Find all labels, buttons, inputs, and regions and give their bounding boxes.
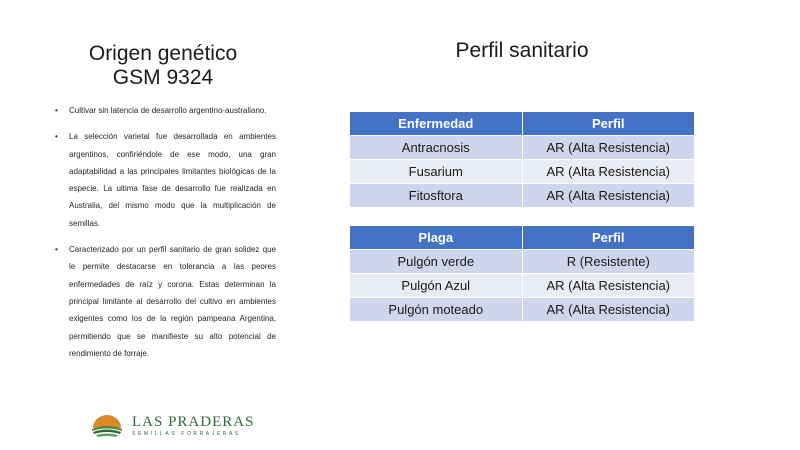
origin-title [52, 42, 274, 90]
bullet-item [54, 102, 276, 119]
table-row [350, 298, 694, 322]
pest-cell: Pulgón verde [350, 250, 522, 274]
bullet-dot: • [55, 132, 58, 142]
bullet-text: Caracterizado por un perfil sanitario de gran solidez que le permite destacarse en tolerancia a las peores enfermedades de raíz y corona. Estas determinan la principal limitante al desarrollo del cultivo en ambientes exigentes como los de la región pampeana Argentina, permitiendo que se manifieste su alto potencial de rendimiento de forraje. [69, 245, 276, 358]
profile-cell: AR (Alta Resistencia) [522, 274, 694, 298]
logo-subtitle: SEMILLAS FORRAJERAS [132, 431, 241, 437]
profile-cell: AR (Alta Resistencia) [522, 160, 694, 184]
profile-cell: AR (Alta Resistencia) [522, 184, 694, 208]
profile-cell: AR (Alta Resistencia) [522, 298, 694, 322]
table-row [350, 184, 694, 208]
table-row [350, 160, 694, 184]
pest-cell: Pulgón Azul [350, 274, 522, 298]
logo-name: LAS PRADERAS [132, 414, 255, 430]
bullet-text: La selección varietal fue desarrollada en ambientes argentinos, confiriéndole de ese modo, una gran adaptabilidad a las principales limitantes biológicas de la especie. La ultima fase de desarrollo fue realizada en Australia, del mismo modo que la multiplicación de semillas. [69, 132, 276, 228]
disease-cell: Antracnosis [350, 136, 522, 160]
company-logo [90, 412, 255, 440]
disease-table [350, 112, 694, 208]
column-header-profile: Perfil [522, 226, 694, 250]
table-row [350, 136, 694, 160]
health-profile-title: Perfil sanitario [455, 39, 589, 62]
column-header-pest: Plaga [350, 226, 522, 250]
pest-cell: Pulgón moteado [350, 298, 522, 322]
origin-title-line1: Origen genético [88, 42, 238, 65]
pest-table [350, 226, 694, 322]
table-row [350, 274, 694, 298]
column-header-profile: Perfil [522, 112, 694, 136]
bullet-dot: • [55, 106, 58, 115]
logo-icon [90, 412, 124, 440]
table-header-row [350, 112, 694, 136]
bullet-dot: • [55, 245, 58, 255]
table-header-row [350, 226, 694, 250]
table-row [350, 250, 694, 274]
description-bullets [54, 102, 276, 371]
bullet-item [54, 128, 276, 232]
bullet-item [54, 241, 276, 362]
disease-cell: Fusarium [350, 160, 522, 184]
disease-cell: Fitosftora [350, 184, 522, 208]
origin-title-line2: GSM 9324 [112, 66, 214, 89]
profile-cell: AR (Alta Resistencia) [522, 136, 694, 160]
column-header-disease: Enfermedad [350, 112, 522, 136]
profile-cell: R (Resistente) [522, 250, 694, 274]
bullet-text: Cultivar sin latencia de desarrollo argentino-australiano. [69, 106, 267, 115]
